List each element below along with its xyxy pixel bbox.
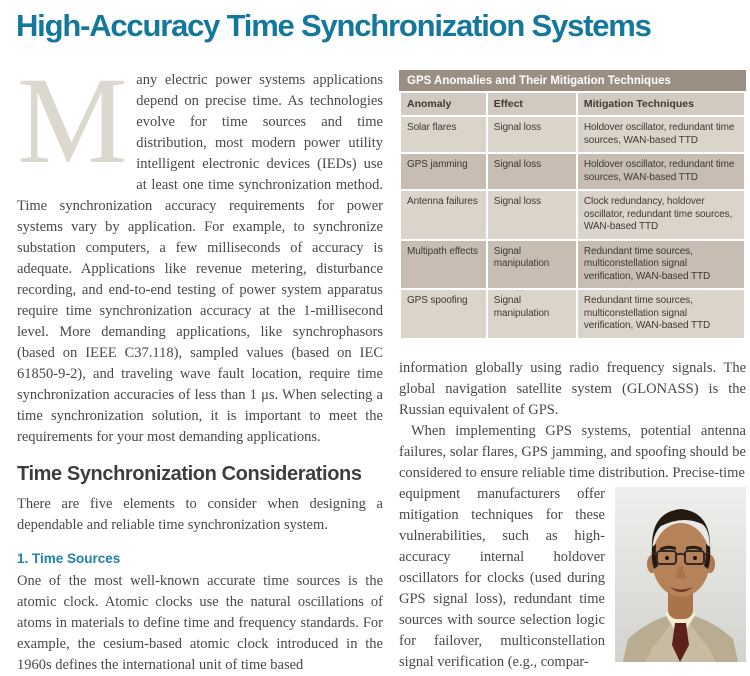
table-row [401,117,744,152]
cell-mitigation: Holdover oscillator, redundant time sources, WAN-based TTD [578,117,744,152]
table-header-row [401,93,744,115]
mitigation-techniques-paragraph: equipment manufacturers offer mitigation techniques for these vulnerabilities, such as high-accuracy internal holdover oscillators for clocks (used during GPS signal loss), redundant time sources with source selection logic for failover, multiconstellation signal verification (e.g., compar- [399,485,605,670]
table-row [401,241,744,289]
right-column [399,70,746,673]
cell-mitigation: Redundant time sources, multiconstellation signal verification, WAN-based TTD [578,290,744,338]
article-title: High-Accuracy Time Synchronization Systems [16,8,651,43]
gps-implementation-paragraph: When implementing GPS systems, potential antenna failures, solar flares, GPS jamming, and spoofing should be considered to ensure reliable time distribution. Precise-time [399,422,746,481]
section-intro-paragraph: There are five elements to consider when designing a dependable and reliable time synchronization system. [17,496,383,533]
subsection-heading-time-sources: 1. Time Sources [17,551,121,566]
table-title: GPS Anomalies and Their Mitigation Techniques [399,70,746,91]
intro-text: any electric power systems applications depend on precise time. As technologies evolve for time sources and time distribution, most modern power utility intelligent electronic devices (IEDs) use at least one time synchronization method. Time synchronization accuracy requirements for power systems vary by application. For example, to synchronize substation computers, a few milliseconds of accuracy is adequate. Applications like revenue metering, disturbance recording, and end-to-end testing of power system apparatus require time synchronization accuracy at the 1-millisecond level. More demanding applications, like synchrophasors (based on IEEE C37.118), sampled values (based on IEC 61850-9-2), and traveling wave fault location, require time synchronization accuracies of less than 1 μs. When selecting a time synchronization solution, it is important to meet the requirements for your most demanding applications. [17,72,383,445]
glonass-paragraph: information globally using radio frequency signals. The global navigation satellite system (GLONASS) is the Russian equivalent of GPS. [399,359,746,418]
photo-text-wrap [399,484,746,673]
author-photo [615,487,746,662]
cell-effect: Signal loss [488,117,576,152]
table-row [401,290,744,338]
cell-anomaly: GPS jamming [401,154,486,189]
gps-anomalies-table [399,70,746,340]
column-header-mitigation: Mitigation Techniques [578,93,744,115]
left-column [17,52,383,676]
table-grid [399,91,746,340]
cell-effect: Signal manipulation [488,241,576,289]
section-heading: Time Synchronization Considerations [17,463,362,485]
cell-anomaly: Solar flares [401,117,486,152]
cell-effect: Signal loss [488,154,576,189]
cell-mitigation: Clock redundancy, holdover oscillator, redundant time sources, WAN-based TTD [578,191,744,239]
cell-anomaly: GPS spoofing [401,290,486,338]
dropcap-letter: M [17,52,128,189]
table-row [401,154,744,189]
column-header-effect: Effect [488,93,576,115]
cell-effect: Signal loss [488,191,576,239]
column-header-anomaly: Anomaly [401,93,486,115]
cell-effect: Signal manipulation [488,290,576,338]
cell-anomaly: Antenna failures [401,191,486,239]
time-sources-paragraph: One of the most well-known accurate time sources is the atomic clock. Atomic clocks use the natural oscillations of atoms in materials to define time and frequency standards. For example, the cesium-based atomic clock introduced in the 1960s defines the international unit of time based [17,573,383,673]
intro-paragraph [17,52,383,448]
cell-mitigation: Holdover oscillator, redundant time sources, WAN-based TTD [578,154,744,189]
cell-anomaly: Multipath effects [401,241,486,289]
cell-mitigation: Redundant time sources, multiconstellation signal verification, WAN-based TTD [578,241,744,289]
author-portrait-illustration [615,487,746,662]
table-row [401,191,744,239]
